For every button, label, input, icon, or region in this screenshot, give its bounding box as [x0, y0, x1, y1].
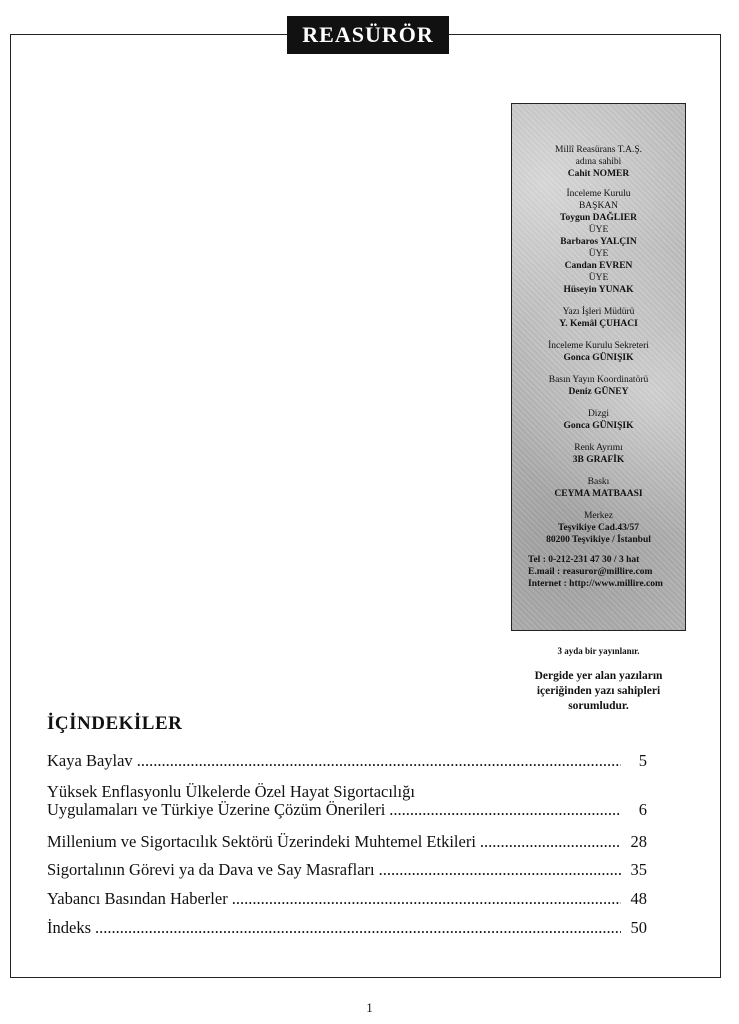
masthead-line: İnceleme Kurulu	[566, 189, 631, 199]
masthead-typesetting	[512, 408, 685, 432]
masthead-line: adına sahibi	[575, 157, 622, 167]
masthead-owner	[512, 144, 685, 180]
masthead-name: Deniz GÜNEY	[568, 387, 629, 397]
masthead-editor	[512, 306, 685, 330]
toc-entry	[47, 889, 647, 909]
responsibility-line: Dergide yer alan yazıların	[534, 670, 663, 682]
masthead-contact	[512, 554, 685, 590]
masthead-name: Y. Kemâl ÇUHACI	[559, 319, 638, 329]
masthead-secretary	[512, 340, 685, 364]
toc-entry	[47, 918, 647, 938]
masthead-address-line: Teşvikiye Cad.43/57	[558, 523, 639, 533]
contact-email: E.mail : reasuror@millire.com	[528, 567, 653, 577]
toc-entry	[47, 832, 647, 852]
masthead-line: Millî Reasürans T.A.Ş.	[555, 145, 642, 155]
toc-entry-title: Sigortalının Görevi ya da Dava ve Say Masrafları	[47, 860, 375, 879]
toc-leader	[480, 832, 621, 852]
page-number: 1	[366, 1000, 373, 1015]
toc-entry-page: 48	[630, 889, 647, 908]
masthead-name: 3B GRAFİK	[572, 455, 625, 465]
toc-leader	[379, 860, 621, 880]
masthead-line: ÜYE	[588, 273, 609, 283]
masthead-name: Barbaros YALÇIN	[560, 237, 637, 247]
responsibility-note	[511, 669, 686, 714]
masthead-board	[512, 188, 685, 296]
publication-frequency: 3 ayda bir yayınlanır.	[557, 646, 640, 656]
toc-entry	[47, 860, 647, 880]
masthead-line: ÜYE	[588, 225, 609, 235]
toc-entry-title: Yabancı Basından Haberler	[47, 889, 228, 908]
masthead-line: Baskı	[587, 477, 610, 487]
toc-entry-title: Uygulamaları ve Türkiye Üzerine Çözüm Önerileri	[47, 800, 386, 819]
toc-leader	[232, 889, 621, 909]
contact-phone: Tel : 0-212-231 47 30 / 3 hat	[528, 555, 640, 565]
masthead-line: Yazı İşleri Müdürü	[562, 307, 635, 317]
masthead-name: Candan EVREN	[564, 261, 633, 271]
masthead-line: Dizgi	[587, 409, 610, 419]
masthead-line: İnceleme Kurulu Sekreteri	[548, 341, 649, 351]
masthead-line: ÜYE	[588, 249, 609, 259]
masthead-name: Cahit NOMER	[567, 169, 630, 179]
toc-leader	[95, 918, 621, 938]
journal-title: REASÜRÖR	[287, 16, 449, 54]
masthead-name: CEYMA MATBAASI	[554, 489, 643, 499]
responsibility-line: sorumludur.	[568, 700, 629, 712]
masthead-address-line: 80200 Teşvikiye / İstanbul	[546, 535, 651, 545]
toc-entry-page: 5	[638, 751, 647, 770]
masthead-line: Renk Ayrımı	[574, 443, 623, 453]
toc-entry-title-line1: Yüksek Enflasyonlu Ülkelerde Özel Hayat Sigortacılığı	[47, 782, 415, 801]
toc-entry-title: Kaya Baylav	[47, 751, 133, 770]
masthead-line: BAŞKAN	[578, 201, 619, 211]
masthead-name: Gonca GÜNIŞIK	[563, 353, 634, 363]
toc-entry-title: İndeks	[47, 918, 91, 937]
masthead-name: Gonca GÜNIŞIK	[563, 421, 634, 431]
masthead-name: Hüseyin YUNAK	[563, 285, 634, 295]
toc-entry-page: 35	[630, 860, 647, 879]
toc-leader	[389, 800, 621, 820]
toc-heading: İÇİNDEKİLER	[47, 713, 183, 734]
toc-entry	[47, 751, 647, 771]
toc-entry-page: 50	[630, 918, 647, 937]
contact-website: Internet : http://www.millire.com	[528, 579, 663, 589]
masthead-press	[512, 374, 685, 398]
masthead-color	[512, 442, 685, 466]
masthead-line: Basın Yayın Koordinatörü	[548, 375, 649, 385]
masthead-box	[511, 103, 686, 631]
toc-entry-title: Millenium ve Sigortacılık Sektörü Üzerindeki Muhtemel Etkileri	[47, 832, 476, 851]
masthead-name: Toygun DAĞLIER	[560, 213, 637, 223]
masthead-printing	[512, 476, 685, 500]
toc-leader	[137, 751, 621, 771]
toc-entry	[47, 800, 647, 820]
masthead-address	[512, 510, 685, 546]
responsibility-line: içeriğinden yazı sahipleri	[536, 685, 661, 697]
masthead-line: Merkez	[583, 511, 613, 521]
toc-entry-page: 28	[630, 832, 647, 851]
toc-entry-page: 6	[638, 800, 647, 819]
